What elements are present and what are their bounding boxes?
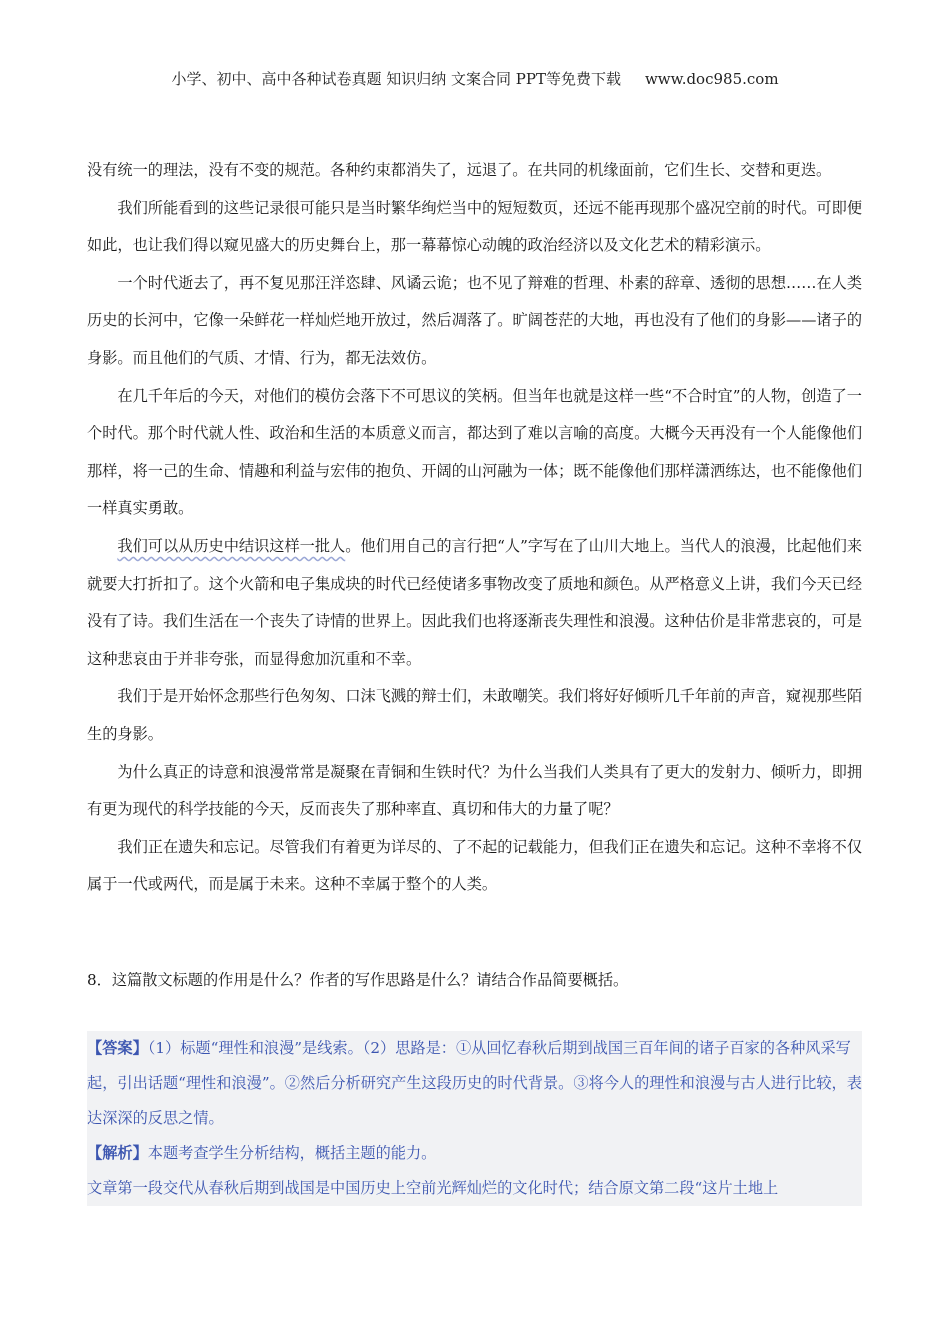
analysis-continuation: 文章第一段交代从春秋后期到战国是中国历史上空前光辉灿烂的文化时代；结合原文第二段“这片土地上 — [87, 1179, 779, 1197]
paragraph-7: 为什么真正的诗意和浪漫常常是凝聚在青铜和生铁时代？为什么当我们人类具有了更大的发射力、倾听力，即拥有更为现代的科学技能的今天，反而丧失了那种率直、真切和伟大的力量了呢？ — [87, 762, 862, 819]
question-8: 8．这篇散文标题的作用是什么？作者的写作思路是什么？请结合作品简要概括。 — [87, 971, 629, 989]
analysis-tag: 【解析】 — [87, 1144, 148, 1162]
header-site: www.doc985.com — [644, 70, 779, 88]
answer-block — [87, 1031, 862, 1206]
header-text: 小学、初中、高中各种试卷真题 知识归纳 文案合同 PPT等免费下载 — [171, 70, 621, 88]
analysis-paragraph — [87, 1136, 862, 1171]
page-header — [0, 68, 950, 89]
analysis-text: 本题考查学生分析结构，概括主题的能力。 — [147, 1144, 437, 1162]
answer-tag: 【答案】 — [87, 1039, 148, 1057]
paragraph-1: 没有统一的理法，没有不变的规范。各种约束都消失了，远退了。在共同的机缘面前，它们生长、交替和更迭。 — [87, 161, 832, 179]
paragraph-4: 在几千年后的今天，对他们的模仿会落下不可思议的笑柄。但当年也就是这样一些“不合时宜”的人物，创造了一个时代。那个时代就人性、政治和生活的本质意义而言，都达到了难以言喻的高度。大概今天再没有一个人能像他们那样，将一己的生命、情趣和利益与宏伟的抱负、开阔的山河融为一体；既不能像他们那样潇洒练达，也不能像他们一样真实勇敢。 — [87, 386, 862, 518]
paragraph-2: 我们所能看到的这些记录很可能只是当时繁华绚烂当中的短短数页，还远不能再现那个盛况空前的时代。可即便如此，也让我们得以窥见盛大的历史舞台上，那一幕幕惊心动魄的政治经济以及文化艺术的精彩演示。 — [87, 198, 862, 255]
paragraph-8: 我们正在遗失和忘记。尽管我们有着更为详尽的、了不起的记载能力，但我们正在遗失和忘记。这种不幸将不仅属于一代或两代，而是属于未来。这种不幸属于整个的人类。 — [87, 837, 862, 894]
paragraph-5-rest: 。他们用自己的言行把“人”字写在了山川大地上。当代人的浪漫，比起他们来就要大打折扣了。这个火箭和电子集成块的时代已经使诸多事物改变了质地和颜色。从严格意义上讲，我们今天已经没有了诗。我们生活在一个丧失了诗情的世界上。因此我们也将逐渐丧失理性和浪漫。这种估价是非常悲哀的，可是这种悲哀由于并非夸张，而显得愈加沉重和不幸。 — [87, 536, 863, 668]
paragraph-5 — [87, 528, 862, 678]
answer-text: （1）标题“理性和浪漫”是线索。（2）思路是：①从回忆春秋后期到战国三百年间的诸子百家的各种风采写起，引出话题“理性和浪漫”。②然后分析研究产生这段历史的时代背景。③将今人的理性和浪漫与古人进行比较，表达深深的反思之情。 — [87, 1039, 862, 1127]
article-body — [87, 152, 862, 904]
underlined-phrase: 我们可以从历史中结识这样一批人 — [117, 536, 346, 555]
paragraph-3: 一个时代逝去了，再不复见那汪洋恣肆、风谲云诡；也不见了辩难的哲理、朴素的辞章、透彻的思想……在人类历史的长河中，它像一朵鲜花一样灿烂地开放过，然后凋落了。旷阔苍茫的大地，再也没有了他们的身影——诸子的身影。而且他们的气质、才情、行为，都无法效仿。 — [87, 273, 862, 367]
paragraph-6: 我们于是开始怀念那些行色匆匆、口沫飞溅的辩士们，未敢嘲笑。我们将好好倾听几千年前的声音，窥视那些陌生的身影。 — [87, 687, 862, 743]
answer-paragraph — [87, 1031, 862, 1136]
